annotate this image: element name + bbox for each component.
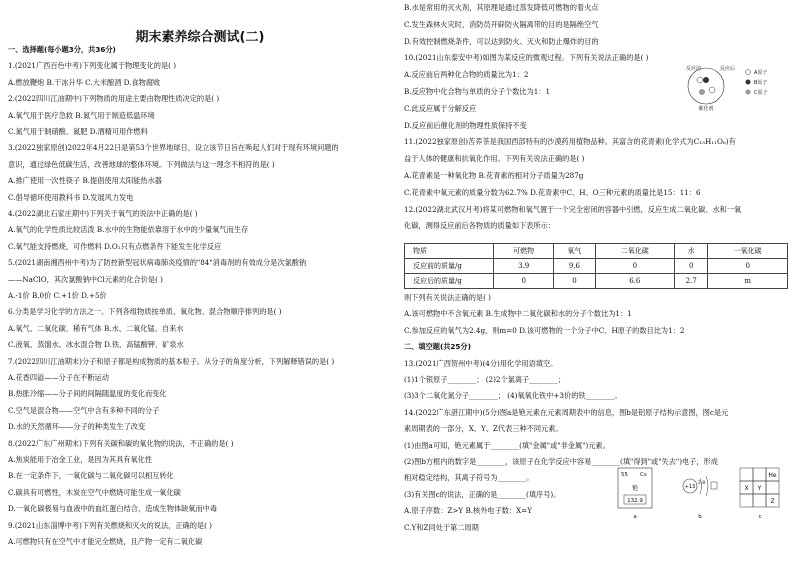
question-line: A.花香四溢——分子在不断运动 [8, 373, 109, 382]
svg-text:C原子: C原子 [754, 90, 768, 96]
question-line: (3)有关图c的说法，正确的是________(填序号)。 [404, 489, 561, 499]
diagram-legend [746, 69, 768, 96]
svg-text:反应前: 反应前 [686, 66, 702, 72]
question-line: (2)图b方框内的数字是________，该原子在化学反应中容易________(填"得到"或"失去")电子，形成 [404, 457, 718, 466]
question-line: 8.(2022广东广州期末)下列有关碳和碳的氧化物的说法，不正确的是( ) [8, 438, 234, 448]
table-header-cell: 可燃物 [494, 244, 554, 259]
table-c-cell [740, 468, 753, 481]
question-line: 13.(2021广西贺州中考)(4分)用化学用语填空。 [404, 358, 558, 368]
question-line: 化碳，测得反应前后各物质的质量如下表所示： [404, 221, 555, 231]
table-c-cell [753, 494, 766, 507]
question-line: (1)1个银原子________； (2)2个氯离子________； [404, 375, 566, 384]
svg-text:+13: +13 [684, 484, 696, 490]
question-line: D.反应前后催化剂的物理性质保持不变 [404, 120, 527, 130]
table-cell: 反应后的质量/g [405, 274, 494, 289]
question-line: A.推广使用一次性筷子 B.提倡使用太阳能热水器 [8, 176, 162, 186]
table-header-cell: 氧气 [554, 244, 595, 259]
table-cell: 0 [494, 274, 554, 289]
question-line: ——NaClO，其次氯酸钠中Cl元素的化合价是( ) [8, 274, 163, 284]
question-line: B.在一定条件下，一氧化碳与二氧化碳可以相互转化 [8, 471, 174, 481]
question-line: C.空气是混合物——空气中含有多种不同的分子 [8, 405, 160, 415]
question-line: 7.(2022四川江油期末)分子和原子都是构成物质的基本粒子。从分子的角度分析，下列解释错误的是( ) [8, 356, 335, 366]
table-c-cell [753, 468, 766, 481]
table-cell: 0 [708, 259, 788, 274]
question-line: C.参加反应的氧气为2.4g，则m=0 D.该可燃物的一个分子中C、H原子的数目比为1：2 [404, 325, 685, 335]
svg-text:B原子: B原子 [754, 80, 768, 86]
reaction-diagram [684, 60, 788, 116]
question-line: D.一氧化碳极易与血液中的血红蛋白结合，造成生物体缺氧而中毒 [8, 504, 218, 514]
svg-text:c: c [758, 514, 762, 520]
question-line: C.此反应属于分解反应 [404, 103, 477, 113]
question-line: A.氧气、二氧化碳、稀有气体 B.水、二氧化锰、自来水 [8, 323, 184, 333]
question-line: (1)由图a可知，铯元素属于________(填"金属"或"非金属")元素。 [404, 440, 610, 450]
table-cell: 3.9 [494, 259, 554, 274]
question-line: 6.分类是学习化学的方法之一。下列各组物质按单质、氧化物、混合物顺序排列的是( ) [8, 307, 282, 317]
question-line: A.花青素是一种氧化物 B.花青素的相对分子质量为287g [404, 171, 584, 180]
svg-text:催化剂: 催化剂 [698, 106, 714, 112]
table-cell: 反应前的质量/g [405, 259, 494, 274]
question-line: 二、填空题(共25分) [404, 342, 471, 352]
question-line: A.可燃物只有在空气中才能完全燃烧，且产物一定有二氧化碳 [8, 537, 203, 546]
question-line: C.发生森林火灾时，消防员开辟防火隔离带的目的是隔绝空气 [404, 19, 599, 29]
question-line: C.花青素中氧元素的质量分数为62.7% D.花青素中C、H、O三种元素的质量比是15：11：6 [404, 187, 701, 197]
table-cell: 0 [675, 259, 708, 274]
table-header-cell: 水 [675, 244, 708, 259]
svg-text:Cs: Cs [640, 472, 647, 478]
question-line: A.焦炭能用于冶金工业，是因为其具有氧化性 [8, 455, 153, 464]
question-line: D.水的天然循环——分子的种类发生了改变 [8, 422, 146, 432]
question-line: 9.(2021山东淄博中考)下列有关燃烧和灭火的说法，正确的是( ) [8, 520, 212, 530]
question-line: A.该可燃物中不含氧元素 B.生成物中二氧化碳和水的分子个数比为1：1 [404, 309, 632, 319]
table-cell: 0 [595, 259, 675, 274]
table-c-cell [766, 481, 779, 494]
question-line: C.倡导循环使用教科书 D.发展风力发电 [8, 192, 134, 202]
question-line: 11.(2022独家原创)苦荞茶是我国西部特有的沙漠药用植物品种。其富含的花青素(化学式为C₁₅H₁₁O₆)有 [404, 137, 736, 147]
question-line: 2.(2022四川江油期中)下列物质的用途主要由物理性质决定的是( ) [8, 94, 220, 104]
question-line: A.-1价 B.0价 C.+1价 D.+5价 [8, 291, 107, 300]
table-c-symbol: X [744, 485, 749, 492]
periodic-table-fragment [740, 468, 779, 520]
svg-text:132.9: 132.9 [627, 498, 643, 504]
element-cell-figure [618, 468, 652, 520]
svg-text:b: b [698, 514, 702, 520]
svg-text:铯: 铯 [631, 485, 639, 492]
question-line: 相对稳定结构，其离子符号为________。 [404, 473, 534, 483]
question-line: 12.(2022湖北武汉月考)将某可燃物和氧气置于一个完全密闭的容器中引燃，反应生成二氧化碳、水和一氧 [404, 204, 742, 214]
question-line: 3.(2022独家原创)2022年4月22日是第53个世界地球日，设立该节日旨在唤起人们对于现有环境问题的 [8, 143, 339, 153]
table-row [405, 274, 788, 289]
question-line: D.有效控制燃烧条件，可以达到防火、灭火和防止爆炸的目的 [404, 36, 599, 46]
svg-text:反应后: 反应后 [720, 66, 736, 72]
question-line: A.燃放鞭炮 B.干冰升华 C.大米酿酒 D.食物腐败 [8, 77, 161, 87]
table-c-symbol: Z [770, 498, 775, 505]
question-line: A.反应前后两种化合物的质量比为1：2 [404, 70, 529, 80]
question-line: A.氧气的化学性质比较活泼 B.水中的生物能依靠溶于水中的少量氧气而生存 [8, 225, 249, 235]
table-cell: 2.7 [675, 274, 708, 289]
table-header-cell: 一氧化碳 [708, 244, 788, 259]
question-line: A.氧气用于医疗急救 B.氮气用于制造低温环境 [8, 110, 155, 120]
table-row [405, 259, 788, 274]
table-cell: 0 [554, 274, 595, 289]
svg-text:A原子: A原子 [754, 70, 768, 76]
question-line: 1.(2021广西百色中考)下列变化属于物理变化的是( ) [8, 61, 177, 71]
element-figures [614, 466, 788, 520]
question-line: B.水是常用的灭火剂，其原理是通过蒸发降低可燃物的着火点 [404, 3, 599, 12]
question-line: 14.(2022广东湛江期中)(5分)图a是铯元素在元素周期表中的信息，图b是铝原子结构示意图，图c是元 [404, 407, 729, 417]
question-line: 则下列有关说法正确的是( ) [404, 293, 491, 302]
question-line: 4.(2022湖北石家庄期中)下列关于氧气的说法中正确的是( ) [8, 209, 198, 218]
question-line: C.碳具有可燃性，木炭在空气中燃烧可能生成一氧化碳 [8, 487, 181, 497]
mass-table [404, 243, 788, 289]
question-line: C.液氧、蒸馏水、冰水混合物 D.铁、高锰酸钾、矿泉水 [8, 340, 184, 350]
question-line: 10.(2021山东泰安中考)如图为某反应的微观过程。下列有关说法正确的是( ) [404, 53, 649, 63]
table-header-row [405, 244, 788, 259]
svg-text:55: 55 [621, 472, 628, 478]
question-line: 意识，通过绿色低碳生活，改善地球的整体环境。下列做法与这一理念不相符的是( ) [8, 159, 275, 169]
table-cell: 6.6 [595, 274, 675, 289]
question-line: A.原子序数：Z>Y B.核外电子数：X=Y [404, 506, 533, 516]
table-header-cell: 物质 [405, 244, 494, 259]
question-line: (3)3个二氧化氮分子________； (4)氧氧化铁中+3价的铁________。 [404, 391, 622, 401]
question-line: 益于人体的健康和抗氧化作用。下列有关说法正确的是( ) [404, 154, 585, 164]
exam-title: 期末素养综合测试(二) [135, 30, 265, 45]
table-cell: 9.6 [554, 259, 595, 274]
question-line: B.热胀冷缩——分子间的间隔随温度的变化而变化 [8, 389, 167, 399]
question-line: B.反应物中化合物与单质的分子个数比为1：1 [404, 87, 551, 96]
question-line: 一、选择题(每小题3分，共36分) [8, 45, 116, 54]
question-line: 5.(2021湖南湘西州中考)为了防控新型冠状病毒肺炎疫情的"84"消毒剂的有效成分是次氯酸钠 [8, 258, 307, 268]
question-line: C.Y和Z同处于第二周期 [404, 522, 479, 532]
table-c-symbol: He [768, 472, 777, 479]
svg-text:2 8: 2 8 [698, 481, 706, 486]
question-line: 素周期表的一部分，X、Y、Z代表三种不同元素。 [404, 424, 563, 434]
catalyst-box [686, 65, 735, 112]
table-c-cell [740, 494, 753, 507]
table-c-symbol: Y [757, 485, 762, 492]
table-cell: m [708, 274, 788, 289]
atom-structure-figure [683, 476, 717, 520]
svg-text:a: a [633, 514, 637, 520]
table-header-cell: 二氧化碳 [595, 244, 675, 259]
question-line: C.氮气用于制硝酸、氮肥 D.酒精可用作燃料 [8, 127, 148, 136]
question-line: C.氧气能支持燃烧，可作燃料 D.O₂只有点燃条件下能发生化学反应 [8, 241, 222, 251]
